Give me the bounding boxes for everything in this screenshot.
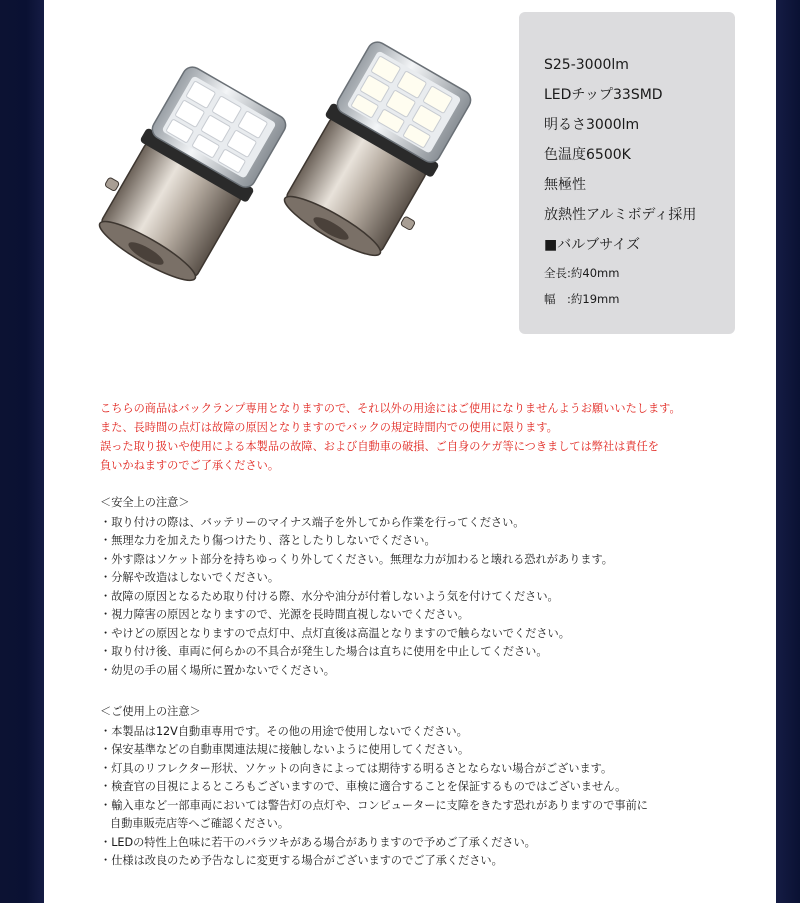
spec-box	[519, 12, 735, 334]
usage-item: 自動車販売店等へご確認ください。	[110, 817, 290, 830]
safety-item: ・外す際はソケット部分を持ちゆっくり外してください。無理な力が加わると壊れる恐れがあります。	[100, 552, 613, 566]
spec-body: 放熱性アルミボディ採用	[544, 207, 697, 223]
spec-length: 全長:約40mm	[544, 266, 620, 280]
usage-item: ・仕様は改良のため予告なしに変更する場合がございますのでご了承ください。	[100, 854, 503, 867]
spec-size-heading: ■バルブサイズ	[544, 237, 641, 253]
safety-item: ・幼児の手の届く場所に置かないでください。	[100, 663, 335, 677]
warning-line: また、長時間の点灯は故障の原因となりますのでバックの規定時間内での使用に限ります。	[100, 421, 558, 434]
usage-section	[100, 703, 760, 871]
warning-line: 負いかねますのでご了承ください。	[100, 459, 280, 472]
spec-brightness: 明るさ3000lm	[544, 117, 640, 133]
led-bulb-right	[273, 40, 485, 271]
usage-item: ・保安基準などの自動車関連法規に接触しないように使用してください。	[100, 743, 470, 756]
safety-item: ・分解や改造はしないでください。	[100, 571, 280, 584]
background-right	[776, 0, 800, 903]
safety-heading: ＜安全上の注意＞	[100, 496, 190, 509]
safety-item: ・故障の原因となるため取り付ける際、水分や油分が付着しないよう気を付けてください。	[100, 589, 559, 603]
safety-item: ・無理な力を加えたり傷つけたり、落としたりしないでください。	[100, 534, 436, 547]
usage-item: ・本製品は12V自動車専用です。その他の用途で使用しないでください。	[100, 724, 468, 738]
spec-width: 幅 :約19mm	[544, 292, 620, 306]
background-left	[0, 0, 44, 903]
led-bulb-left	[81, 57, 293, 292]
spec-model: S25-3000lm	[544, 57, 629, 73]
spec-polarity: 無極性	[544, 177, 586, 193]
safety-item: ・視力障害の原因となりますので、光源を長時間直視しないでください。	[100, 608, 469, 621]
safety-section	[100, 494, 760, 680]
usage-item: ・LEDの特性上色味に若干のバラツキがある場合がありますので予めご了承ください。	[100, 835, 536, 849]
usage-item: ・灯具のリフレクター形状、ソケットの向きによっては期待する明るさとならない場合がございます。	[100, 761, 613, 775]
product-image	[50, 40, 500, 300]
safety-item: ・取り付け後、車両に何らかの不具合が発生した場合は直ちに使用を中止してください。	[100, 645, 548, 658]
usage-item: ・検査官の目視によるところもございますので、車検に適合することを保証するものではございません。	[100, 780, 627, 793]
safety-item: ・取り付けの際は、バッテリーのマイナス端子を外してから作業を行ってください。	[100, 515, 525, 529]
spec-color-temp: 色温度6500K	[544, 147, 631, 163]
usage-item: ・輸入車など一部車両においては警告灯の点灯や、コンピューターに支障をきたす恐れがありますので事前に	[100, 798, 648, 812]
usage-heading: ＜ご使用上の注意＞	[100, 705, 201, 718]
warning-line: こちらの商品はバックランプ専用となりますので、それ以外の用途にはご使用になりませんようお願いいたします。	[100, 402, 681, 415]
warning-line: 誤った取り扱いや使用による本製品の故障、および自動車の破損、ご自身のケガ等につきましては弊社は責任を	[100, 440, 659, 453]
spec-chip: LEDチップ33SMD	[544, 87, 663, 103]
warning-notice	[100, 399, 740, 475]
safety-item: ・やけどの原因となりますので点灯中、点灯直後は高温となりますので触らないでください。	[100, 626, 570, 640]
